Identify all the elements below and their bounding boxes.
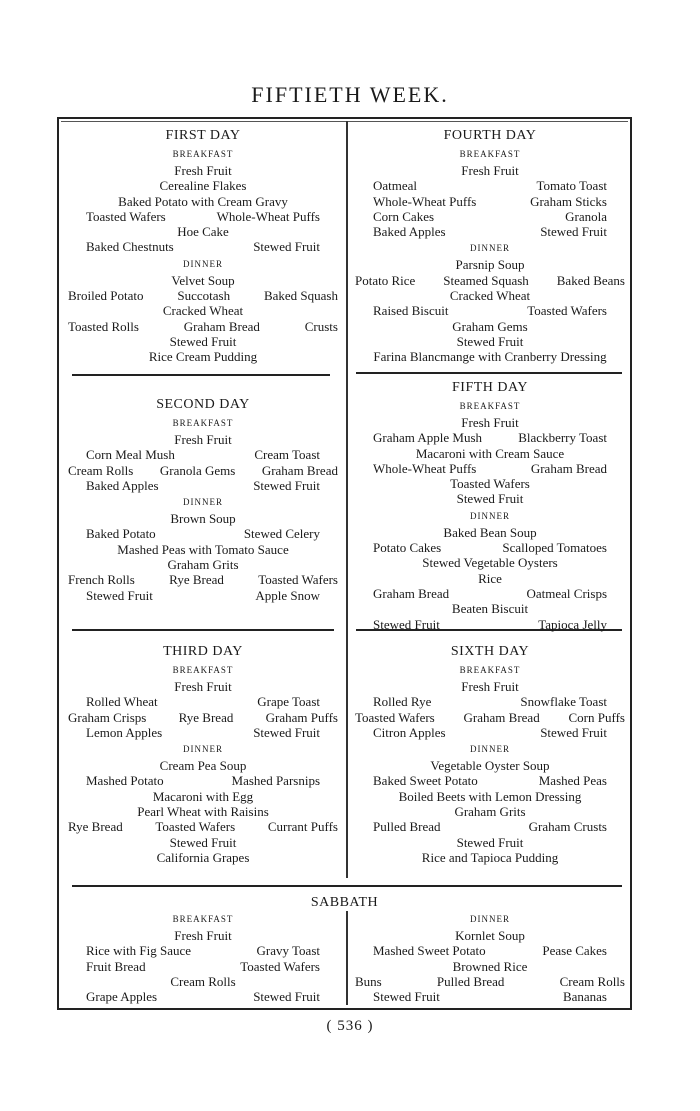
menu-line — [68, 178, 338, 193]
menu-item: Stewed Fruit — [253, 239, 320, 255]
menu-line — [355, 789, 625, 804]
divider-left-2 — [72, 629, 334, 631]
menu-item: Raised Biscuit — [373, 303, 449, 319]
menu-line — [68, 850, 338, 865]
menu-line — [68, 804, 338, 819]
menu-item: Buns — [355, 973, 382, 989]
divider-left-1 — [72, 374, 330, 376]
menu-item: Toasted Rolls — [68, 318, 139, 334]
menu-item: Cream Rolls — [68, 462, 134, 478]
menu-item: Pease Cakes — [542, 943, 607, 959]
menu-item: Currant Puffs — [267, 819, 338, 835]
day-block-second — [68, 396, 338, 603]
menu-item: Mashed Sweet Potato — [373, 943, 486, 959]
menu-line — [355, 178, 625, 193]
menu-item: Graham Sticks — [530, 193, 607, 209]
menu-line — [355, 415, 625, 430]
meal-label: DINNER — [470, 914, 510, 924]
menu-item: Graham Bread — [183, 318, 260, 334]
menu-line — [68, 789, 338, 804]
menu-line — [355, 319, 625, 334]
meal-label: DINNER — [470, 243, 510, 254]
menu-item: California Grapes — [156, 849, 250, 865]
menu-item: Toasted Wafers — [450, 476, 530, 492]
day-heading: SIXTH DAY — [450, 644, 530, 659]
menu-line — [68, 588, 338, 603]
divider-sabbath — [72, 885, 622, 887]
menu-item: Succotash — [177, 288, 231, 304]
menu-line — [355, 835, 625, 850]
menu-item: Rolled Rye — [373, 694, 432, 710]
menu-item: Graham Gems — [452, 318, 528, 334]
menu-item: Toasted Wafers — [258, 572, 338, 588]
sabbath-dinner — [355, 910, 625, 1004]
menu-line — [355, 804, 625, 819]
menu-line — [355, 540, 625, 555]
day-block-fifth — [355, 379, 625, 632]
menu-item: Rolled Wheat — [86, 694, 158, 710]
sabbath-breakfast — [68, 910, 338, 1004]
menu-item: Scalloped Tomatoes — [502, 540, 607, 556]
menu-line — [355, 773, 625, 788]
menu-item: Cream Rolls — [170, 973, 236, 989]
menu-item: Crusts — [304, 318, 338, 334]
menu-line — [68, 974, 338, 989]
menu-item: Stewed Vegetable Oysters — [422, 555, 558, 571]
menu-item: Bananas — [562, 989, 607, 1005]
menu-line — [68, 835, 338, 850]
menu-line — [68, 526, 338, 541]
menu-line — [68, 432, 338, 447]
menu-item: Farina Blancmange with Cranberry Dressing — [373, 349, 607, 365]
menu-item: Cracked Wheat — [162, 303, 244, 319]
menu-item: Corn Meal Mush — [86, 447, 175, 463]
menu-item: Baked Apples — [373, 224, 446, 240]
menu-line — [355, 334, 625, 349]
meal-label: DINNER — [183, 497, 223, 508]
menu-item: Cream Pea Soup — [159, 758, 247, 774]
menu-line — [68, 989, 338, 1004]
menu-item: Graham Bread — [463, 709, 540, 725]
menu-line — [68, 319, 338, 334]
menu-item: Stewed Fruit — [253, 724, 320, 740]
menu-item: Hoe Cake — [177, 224, 229, 240]
menu-item: Broiled Potato — [68, 288, 144, 304]
day-block-first — [68, 127, 338, 365]
meal-label: BREAKFAST — [172, 149, 234, 159]
menu-item: Toasted Wafers — [527, 303, 607, 319]
menu-line — [355, 943, 625, 958]
menu-line — [68, 349, 338, 364]
menu-item: Rice — [478, 570, 502, 586]
menu-line — [355, 476, 625, 491]
menu-line — [355, 959, 625, 974]
menu-line — [355, 273, 625, 288]
menu-item: Boiled Beets with Lemon Dressing — [398, 788, 582, 804]
menu-item: Whole-Wheat Puffs — [373, 193, 477, 209]
menu-item: Stewed Fruit — [253, 477, 320, 493]
menu-item: Grape Apples — [86, 989, 158, 1005]
menu-item: Velvet Soup — [171, 272, 235, 288]
menu-item: Gravy Toast — [256, 943, 320, 959]
menu-item: Baked Apples — [86, 477, 159, 493]
menu-item: Rye Bread — [169, 572, 224, 588]
menu-line — [68, 725, 338, 740]
menu-item: Stewed Fruit — [86, 587, 153, 603]
menu-line — [355, 974, 625, 989]
menu-line — [355, 758, 625, 773]
menu-item: Pearl Wheat with Raisins — [137, 804, 269, 820]
menu-item: Oatmeal Crisps — [526, 585, 607, 601]
menu-line — [68, 447, 338, 462]
day-heading: THIRD DAY — [163, 644, 243, 659]
menu-item: Stewed Fruit — [456, 491, 524, 507]
menu-item: Stewed Fruit — [456, 834, 524, 850]
menu-item: Graham Bread — [530, 460, 607, 476]
menu-line — [355, 601, 625, 616]
menu-item: Toasted Wafers — [355, 709, 435, 725]
menu-line — [355, 586, 625, 601]
menu-line — [68, 959, 338, 974]
menu-item: Tomato Toast — [536, 178, 607, 194]
menu-item: Baked Sweet Potato — [373, 773, 478, 789]
meal-label: BREAKFAST — [459, 149, 521, 159]
menu-item: Toasted Wafers — [240, 958, 320, 974]
menu-line — [355, 288, 625, 303]
menu-item: Parsnip Soup — [455, 257, 525, 273]
menu-line — [68, 572, 338, 587]
menu-item: Graham Bread — [373, 585, 450, 601]
day-heading: SECOND DAY — [156, 397, 250, 412]
menu-item: Stewed Fruit — [540, 224, 607, 240]
menu-item: Toasted Wafers — [86, 208, 166, 224]
menu-line — [355, 163, 625, 178]
menu-item: Stewed Fruit — [169, 834, 237, 850]
menu-line — [68, 928, 338, 943]
menu-item: Citron Apples — [373, 724, 446, 740]
menu-item: Cerealine Flakes — [159, 178, 247, 194]
menu-item: Macaroni with Egg — [152, 788, 254, 804]
menu-line — [68, 239, 338, 254]
day-heading: FIFTH DAY — [452, 380, 528, 395]
menu-item: Pulled Bread — [373, 819, 441, 835]
menu-line — [68, 773, 338, 788]
menu-item: Stewed Fruit — [456, 333, 524, 349]
menu-item: Stewed Fruit — [169, 333, 237, 349]
meal-label: DINNER — [183, 744, 223, 755]
menu-item: Baked Potato — [86, 526, 156, 542]
menu-line — [68, 758, 338, 773]
menu-item: Grape Toast — [257, 694, 320, 710]
menu-item: Fresh Fruit — [174, 928, 232, 943]
menu-line — [68, 163, 338, 178]
menu-item: Graham Puffs — [265, 709, 338, 725]
menu-line — [68, 273, 338, 288]
menu-item: Beaten Biscuit — [451, 601, 529, 617]
menu-line — [68, 478, 338, 493]
menu-line — [355, 850, 625, 865]
menu-item: Corn Cakes — [373, 208, 435, 224]
day-block-sixth — [355, 643, 625, 865]
menu-line — [355, 491, 625, 506]
menu-item: Lemon Apples — [86, 724, 163, 740]
menu-line — [68, 679, 338, 694]
menu-line — [68, 542, 338, 557]
divider-right-1 — [356, 372, 622, 374]
menu-item: Baked Squash — [263, 288, 338, 304]
menu-line — [355, 819, 625, 834]
menu-item: Apple Snow — [255, 587, 320, 603]
menu-item: Rice with Fig Sauce — [86, 943, 192, 959]
menu-line — [355, 430, 625, 445]
meal-label: BREAKFAST — [459, 401, 521, 411]
menu-item: Rye Bread — [68, 819, 123, 835]
menu-item: Brown Soup — [170, 511, 236, 527]
menu-line — [68, 288, 338, 303]
menu-line — [355, 446, 625, 461]
menu-item: Fresh Fruit — [174, 679, 232, 694]
day-block-third — [68, 643, 338, 865]
menu-item: Cream Rolls — [559, 973, 625, 989]
menu-item: Baked Beans — [556, 272, 625, 288]
menu-line — [355, 989, 625, 1004]
menu-item: Stewed Fruit — [373, 616, 440, 632]
menu-item: Oatmeal — [373, 178, 418, 194]
menu-line — [355, 710, 625, 725]
sabbath-heading: SABBATH — [310, 895, 379, 910]
menu-item: Stewed Fruit — [373, 989, 440, 1005]
menu-item: Fresh Fruit — [174, 432, 232, 447]
menu-line — [355, 725, 625, 740]
menu-item: Fresh Fruit — [461, 679, 519, 694]
menu-item: Rice Cream Pudding — [148, 349, 258, 365]
menu-item: Potato Cakes — [373, 540, 442, 556]
menu-item: Stewed Celery — [243, 526, 320, 542]
menu-line — [355, 349, 625, 364]
menu-item: Graham Crusts — [528, 819, 607, 835]
menu-item: Fresh Fruit — [461, 415, 519, 430]
menu-line — [355, 617, 625, 632]
menu-item: Granola — [565, 208, 607, 224]
menu-item: Browned Rice — [452, 958, 528, 974]
menu-item: Mashed Parsnips — [231, 773, 320, 789]
menu-line — [355, 928, 625, 943]
page-number: ( 536 ) — [326, 1018, 374, 1034]
page-title: FIFTIETH WEEK. — [251, 82, 449, 107]
menu-item: Whole-Wheat Puffs — [373, 460, 477, 476]
menu-line — [355, 209, 625, 224]
menu-line — [68, 209, 338, 224]
meal-label: DINNER — [183, 258, 223, 269]
column-divider-upper — [346, 121, 348, 878]
menu-line — [355, 694, 625, 709]
menu-line — [355, 194, 625, 209]
menu-line — [68, 463, 338, 478]
menu-item: Baked Bean Soup — [443, 524, 537, 540]
meal-label: DINNER — [470, 744, 510, 755]
menu-item: Mashed Peas — [538, 773, 607, 789]
menu-line — [68, 511, 338, 526]
meal-label: BREAKFAST — [172, 914, 234, 924]
menu-item: Fresh Fruit — [174, 163, 232, 178]
column-divider-lower — [346, 911, 348, 1005]
menu-item: Graham Apple Mush — [373, 430, 483, 446]
menu-line — [68, 224, 338, 239]
menu-item: Macaroni with Cream Sauce — [415, 445, 565, 461]
menu-item: Snowflake Toast — [520, 694, 607, 710]
menu-item: Fruit Bread — [86, 958, 146, 974]
menu-item: Steamed Squash — [443, 272, 529, 288]
meal-label: BREAKFAST — [172, 418, 234, 428]
menu-line — [355, 257, 625, 272]
menu-item: Vegetable Oyster Soup — [430, 758, 550, 774]
menu-item: Rice and Tapioca Pudding — [421, 849, 559, 865]
day-heading: FIRST DAY — [165, 128, 241, 143]
menu-item: Cracked Wheat — [449, 288, 531, 304]
menu-item: Graham Grits — [167, 557, 239, 573]
menu-item: Pulled Bread — [436, 973, 505, 989]
menu-line — [68, 303, 338, 318]
menu-line — [355, 461, 625, 476]
meal-label: BREAKFAST — [459, 665, 521, 675]
menu-item: Baked Potato with Cream Gravy — [118, 193, 288, 209]
menu-item: Fresh Fruit — [461, 163, 519, 178]
menu-item: Mashed Potato — [86, 773, 164, 789]
menu-line — [68, 943, 338, 958]
menu-item: Blackberry Toast — [518, 430, 607, 446]
menu-line — [355, 224, 625, 239]
menu-item: Baked Chestnuts — [86, 239, 174, 255]
day-heading: FOURTH DAY — [443, 128, 537, 143]
menu-line — [68, 194, 338, 209]
menu-item: Cream Toast — [254, 447, 320, 463]
menu-line — [68, 819, 338, 834]
menu-item: Granola Gems — [159, 462, 236, 478]
menu-item: Corn Puffs — [568, 709, 625, 725]
menu-item: Graham Grits — [454, 804, 526, 820]
menu-item: Toasted Wafers — [155, 819, 236, 835]
menu-item: Graham Bread — [261, 462, 338, 478]
menu-line — [355, 571, 625, 586]
menu-item: Stewed Fruit — [540, 724, 607, 740]
menu-line — [68, 557, 338, 572]
menu-line — [68, 710, 338, 725]
menu-line — [355, 679, 625, 694]
menu-item: Graham Crisps — [68, 709, 147, 725]
menu-line — [68, 694, 338, 709]
menu-item: Mashed Peas with Tomato Sauce — [117, 541, 289, 557]
menu-item: Potato Rice — [355, 272, 416, 288]
meal-label: DINNER — [470, 510, 510, 521]
menu-item: Whole-Wheat Puffs — [216, 208, 320, 224]
menu-line — [355, 303, 625, 318]
menu-line — [355, 555, 625, 570]
menu-item: French Rolls — [68, 572, 135, 588]
menu-item: Tapioca Jelly — [538, 616, 607, 632]
day-block-fourth — [355, 127, 625, 365]
menu-item: Rye Bread — [178, 709, 234, 725]
menu-line — [355, 525, 625, 540]
meal-label: BREAKFAST — [172, 665, 234, 675]
menu-line — [68, 334, 338, 349]
menu-item: Kornlet Soup — [455, 928, 525, 943]
menu-item: Stewed Fruit — [253, 989, 320, 1005]
